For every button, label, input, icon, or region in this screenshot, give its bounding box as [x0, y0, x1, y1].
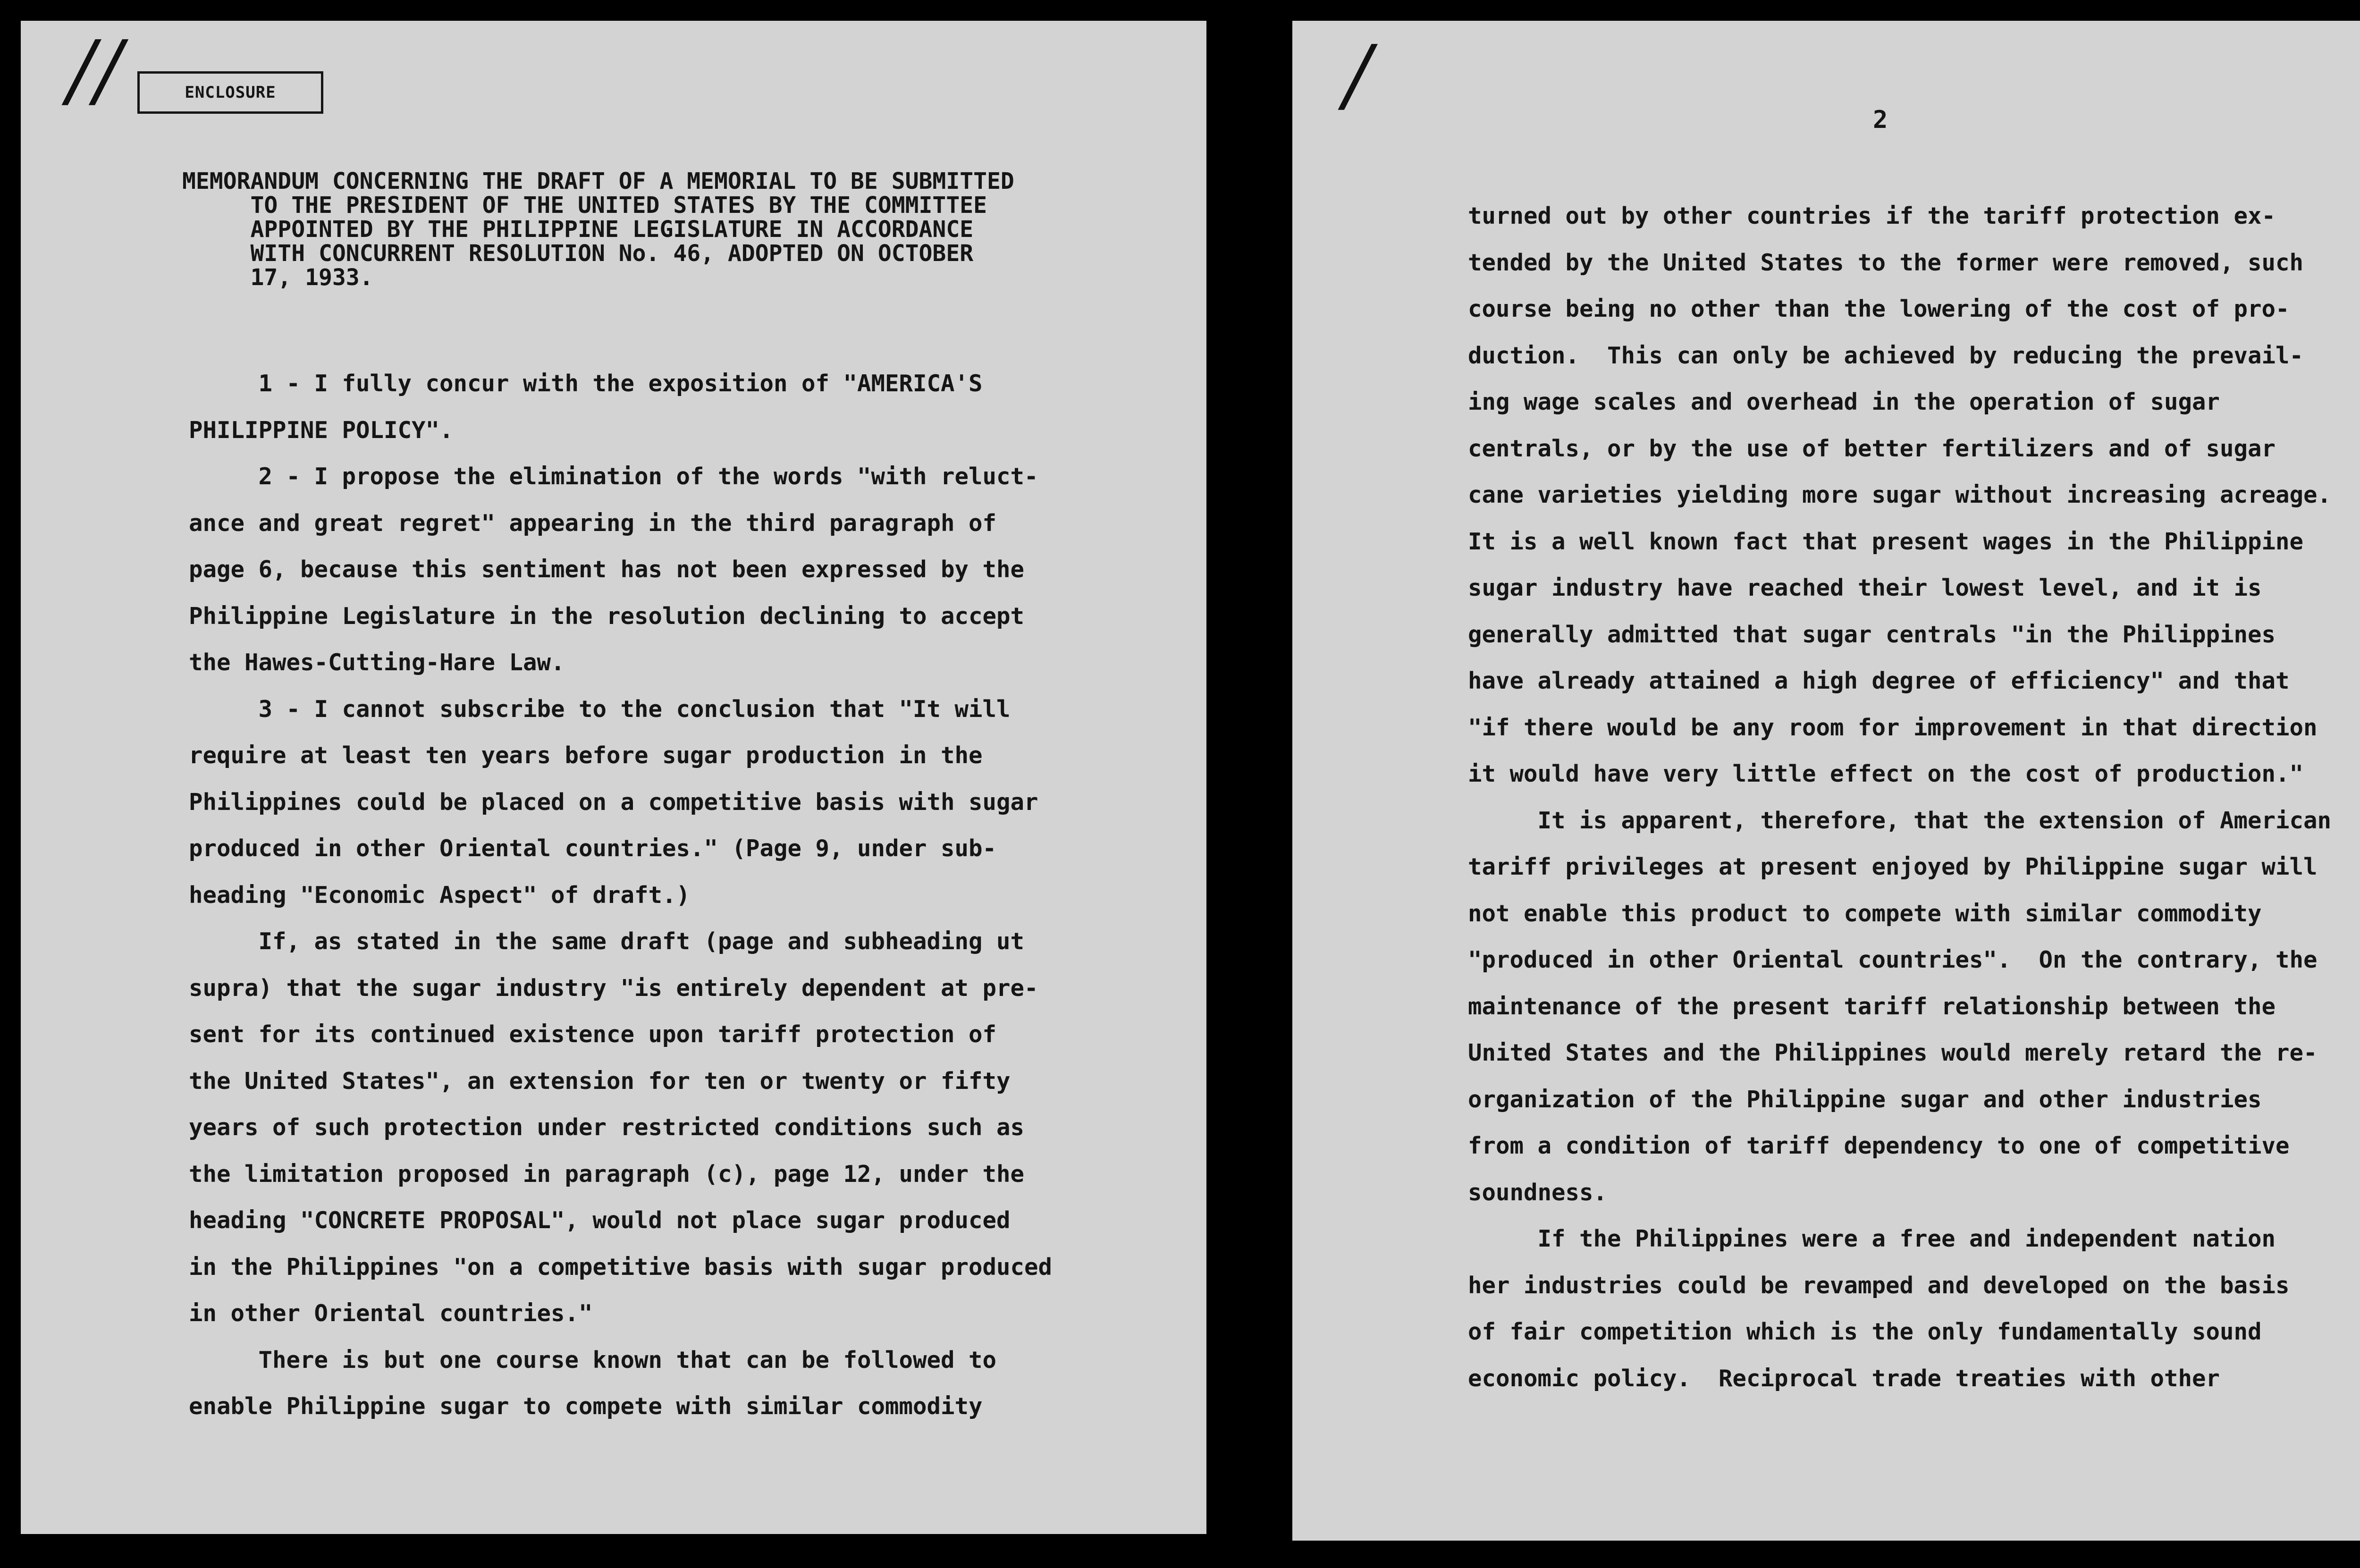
- right-page-body: turned out by other countries if the tariff protection ex- tended by the United States to the former were removed, such course being no other than the lowering of the cost of pro- duction. This can only be achieved by reducing the prevail- ing wage scales and overhead in the operation of sugar centrals, or by the use of better fertilizers and of sugar cane varieties yielding more sugar without increasing acreage. It is a well known fact that present wages in the Philippine sugar industry have reached their lowest level, and it is generally admitted that sugar centrals "in the Philippines have already attained a high degree of efficiency" and that "if there would be any room for improvement in that direction it would have very little effect on the cost of production." It is apparent, therefore, that the extension of American tariff privileges at present enjoyed by Philippine sugar will not enable this product to compete with similar commodity "produced in other Oriental countries". On the contrary, the maintenance of the present tariff relationship between the United States and the Philippines would merely retard the re- organization of the Philippine sugar and other industries from a condition of tariff dependency to one of competitive soundness. If the Philippines were a free and independent nation her industries could be revamped and developed on the basis of fair competition which is the only fundamentally sound economic policy. Reciprocal trade treaties with other: [1468, 202, 2332, 1392]
- corner-mark: //: [68, 24, 122, 117]
- memorandum-heading: MEMORANDUM CONCERNING THE DRAFT OF A MEMORIAL TO BE SUBMITTED TO THE PRESIDENT OF THE UNITED STATES BY THE COMMITTEE APPOINTED BY THE PHILIPPINE LEGISLATURE IN ACCORDANCE WITH CONCURRENT RESOLUTION No. 46, ADOPTED ON OCTOBER 17, 1933.: [182, 168, 1014, 291]
- left-page: [21, 21, 1206, 1534]
- enclosure-stamp: ENCLOSURE: [137, 71, 323, 114]
- left-page-body: 1 - I fully concur with the exposition of "AMERICA'S PHILIPPINE POLICY". 2 - I propose the elimination of the words "with reluct- ance and great regret" appearing in the third paragraph of page 6, because this sentiment has not been expressed by the Philippine Legislature in the resolution declining to accept the Hawes-Cutting-Hare Law. 3 - I cannot subscribe to the conclusion that "It will require at least ten years before sugar production in the Philippines could be placed on a competitive basis with sugar produced in other Oriental countries." (Page 9, under sub- heading "Economic Aspect" of draft.) If, as stated in the same draft (page and subheading ut supra) that the sugar industry "is entirely dependent at pre- sent for its continued existence upon tariff protection of the United States", an extension for ten or twenty or fifty years of such protection under restricted conditions such as the limitation proposed in paragraph (c), page 12, under the heading "CONCRETE PROPOSAL", would not place sugar produced in the Philippines "on a competitive basis with sugar produced in other Oriental countries." There is but one course known that can be followed to enable Philippine sugar to compete with similar commodity: [189, 370, 1053, 1420]
- corner-mark: /: [1344, 28, 1372, 122]
- page-number: 2: [1873, 106, 1888, 134]
- right-page: [1292, 21, 2360, 1541]
